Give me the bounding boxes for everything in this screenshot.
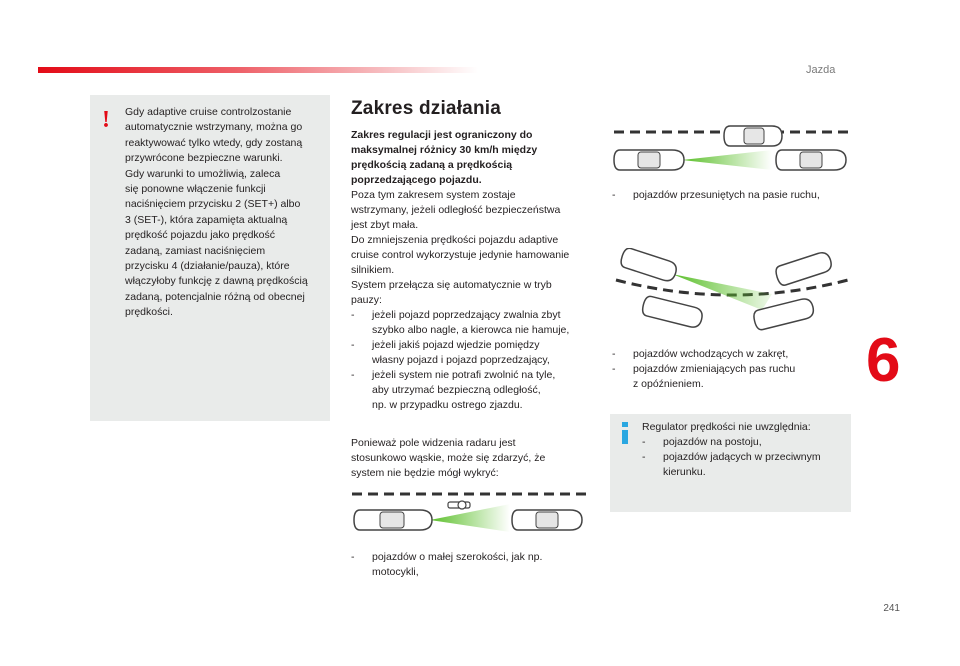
list-item: - pojazdów na postoju, xyxy=(642,436,762,448)
page-number: 241 xyxy=(883,603,900,614)
paragraph-engine-braking: Do zmniejszenia prędkości pojazdu adaptive cruise control wykorzystuje jedynie hamowanie silnikiem. xyxy=(351,234,570,276)
motorcycle-illustration xyxy=(350,488,594,540)
main-column xyxy=(351,98,596,413)
car-icon xyxy=(619,248,678,283)
page-heading: Zakres działania xyxy=(351,98,501,119)
info-icon xyxy=(621,422,629,444)
car-icon xyxy=(614,150,684,170)
warning-box xyxy=(90,95,330,421)
warning-text: Gdy adaptive cruise controlzostanie automatycznie wstrzymany, można go reaktywować tylko wtedy, gdy zostaną przywrócone bezpieczne warunki. Gdy warunki to umożliwią, zaleca się ponowne włączenie funkcji naciśnięciem przycisku 2 (SET+) albo 3 (SET-), która zapamięta aktualną prędkość pojazdu jako prędkość zadaną, zamiast naciśnięciem przycisku 4 (działanie/pauza), które włączyłoby funkcję z dawną prędkością zadaną, potencjalnie różną od obecnej prędkości. xyxy=(125,106,308,319)
paragraph-range: Poza tym zakresem system zostaje wstrzymany, jeżeli odległość bezpieczeństwa jest zbyt mała. xyxy=(351,189,561,231)
list-item: - jeżeli pojazd poprzedzający zwalnia zbyt szybko albo nagle, a kierowca nie hamuje, xyxy=(351,309,570,336)
car-icon xyxy=(774,250,833,286)
caption-offset-vehicle: - pojazdów przesuniętych na pasie ruchu, xyxy=(612,189,820,201)
list-item: - jeżeli jakiś pojazd wjedzie pomiędzy własny pojazd i pojazd poprzedzający, xyxy=(351,339,550,366)
car-icon xyxy=(641,295,704,329)
section-title: Jazda xyxy=(806,64,836,76)
motorcycle-icon xyxy=(448,501,470,509)
info-text: Regulator prędkości nie uwzględnia: - pojazdów na postoju, - pojazdów jadących w przeciwnym kierunku. xyxy=(642,420,847,480)
caption-curve-entering: - pojazdów wchodzących w zakręt, xyxy=(612,348,789,360)
paragraph-pause: System przełącza się automatycznie w tryb pauzy: xyxy=(351,279,552,306)
caption-motorcycle: - pojazdów o małej szerokości, jak np. motocykli, xyxy=(351,551,543,578)
list-item: - pojazdów jadących w przeciwnym kierunku. xyxy=(642,451,821,478)
lead-paragraph: Zakres regulacji jest ograniczony do maksymalnej różnicy 30 km/h między prędkością zadaną a prędkością poprzedzającego pojazdu. xyxy=(351,129,538,186)
list-item: - jeżeli system nie potrafi zwolnić na tyle, aby utrzymać bezpieczną odległość, np. w przypadku ostrego zjazdu. xyxy=(351,369,556,411)
chapter-number: 6 xyxy=(866,326,901,395)
caption-curve-lane-change: - pojazdów zmieniających pas ruchu z opóźnieniem. xyxy=(612,363,796,390)
radar-paragraph: Ponieważ pole widzenia radaru jest stosunkowo wąskie, może się zdarzyć, że system nie będzie mógł wykryć: xyxy=(351,437,546,479)
info-box xyxy=(610,414,851,512)
car-icon xyxy=(354,510,432,530)
car-icon xyxy=(776,150,846,170)
car-icon xyxy=(512,510,582,530)
curve-illustration xyxy=(612,248,852,344)
header-accent-bar xyxy=(38,67,478,73)
offset-vehicle-illustration xyxy=(612,124,852,180)
car-icon xyxy=(724,126,782,146)
exclamation-icon: ! xyxy=(102,107,110,133)
